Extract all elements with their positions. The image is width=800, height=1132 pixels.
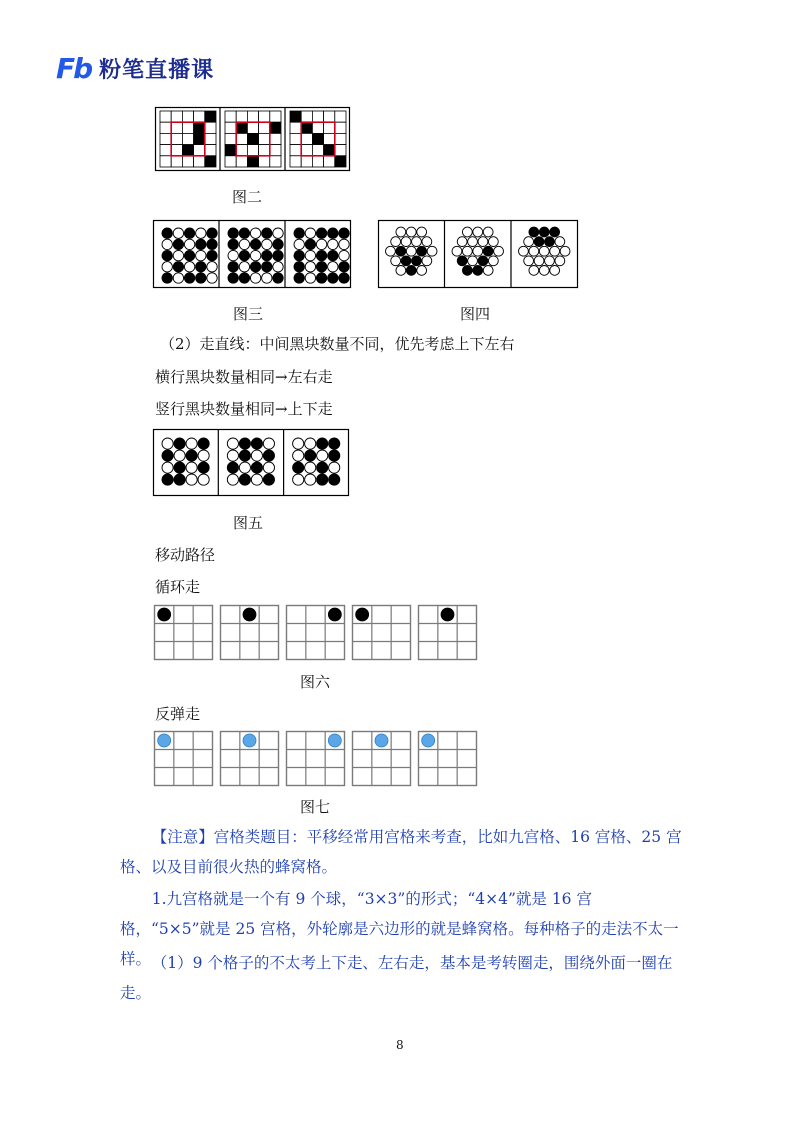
fig4-circle bbox=[494, 246, 504, 256]
fig2-cell bbox=[270, 133, 281, 144]
fig5-circle bbox=[227, 438, 238, 449]
brand-name: 粉笔直播课 bbox=[99, 58, 215, 83]
fig4-circle bbox=[473, 266, 483, 276]
fig3-circle bbox=[184, 262, 194, 272]
fig5-circle bbox=[174, 474, 185, 485]
rule-horizontal: 横行黑块数量相同→左右走 bbox=[155, 368, 333, 386]
fig5-circle bbox=[186, 462, 197, 473]
fig5-circle bbox=[293, 450, 304, 461]
fig3-circle bbox=[207, 228, 217, 238]
fig5-circle bbox=[251, 474, 262, 485]
fig3-circle bbox=[250, 250, 260, 260]
fig2-cell bbox=[247, 145, 258, 156]
fig2-cell bbox=[335, 133, 346, 144]
fig2-cell bbox=[160, 133, 171, 144]
fig2-cell bbox=[312, 156, 323, 167]
logo-mark: Fb bbox=[56, 52, 92, 85]
fig3-circle bbox=[162, 250, 172, 260]
fig4-circle bbox=[545, 237, 555, 247]
fig3-circle bbox=[207, 273, 217, 283]
fig3-circle bbox=[316, 262, 326, 272]
fig2-cell bbox=[259, 122, 270, 133]
fig3-circle bbox=[316, 239, 326, 249]
fig5-circle bbox=[186, 450, 197, 461]
fig3-circle bbox=[228, 262, 238, 272]
fig4-circle bbox=[462, 246, 472, 256]
fig2-cell bbox=[182, 111, 193, 122]
fig3-circle bbox=[207, 250, 217, 260]
fig3-circle bbox=[273, 273, 283, 283]
fig5-circle bbox=[329, 450, 340, 461]
path-title: 移动路径 bbox=[155, 546, 216, 564]
fig2-cell bbox=[205, 145, 216, 156]
fig3-circle bbox=[273, 228, 283, 238]
fig3-circle bbox=[305, 273, 315, 283]
fig3-circle bbox=[173, 228, 183, 238]
fig3-circle bbox=[294, 273, 304, 283]
fig4-circle bbox=[473, 246, 483, 256]
fig2-cell bbox=[335, 122, 346, 133]
fig3-circle bbox=[305, 262, 315, 272]
fig4-circle bbox=[468, 256, 478, 266]
fig5-circle bbox=[305, 450, 316, 461]
fig3-circle bbox=[294, 262, 304, 272]
fig2-cell bbox=[335, 111, 346, 122]
fig4-circle bbox=[457, 237, 467, 247]
cycle-label: 循环走 bbox=[155, 578, 201, 596]
fig2-cell bbox=[205, 133, 216, 144]
fig5-circle bbox=[162, 474, 173, 485]
fig5-circle bbox=[198, 462, 209, 473]
brand-logo bbox=[56, 52, 214, 85]
fig2-cell bbox=[270, 111, 281, 122]
fig3-circle bbox=[316, 273, 326, 283]
fig5-circle bbox=[263, 462, 274, 473]
fig2-cell bbox=[225, 122, 236, 133]
straight-heading: （2）走直线：中间黑块数量不同，优先考虑上下左右 bbox=[160, 335, 515, 353]
fig2-cell bbox=[301, 145, 312, 156]
fig4-circle bbox=[462, 266, 472, 276]
fig3-circle bbox=[162, 239, 172, 249]
fig4-circle bbox=[396, 246, 406, 256]
fig2-cell bbox=[194, 145, 205, 156]
fig2-cell bbox=[335, 145, 346, 156]
fig5-circle bbox=[239, 450, 250, 461]
fig2-cell bbox=[236, 156, 247, 167]
fig3-circle bbox=[228, 273, 238, 283]
fig2-cell bbox=[247, 133, 258, 144]
fig5-circle bbox=[317, 450, 328, 461]
fig4-circle bbox=[473, 227, 483, 237]
fig2-cell bbox=[160, 145, 171, 156]
fig2-cell bbox=[194, 156, 205, 167]
fig4-circle bbox=[550, 246, 560, 256]
fig4-circle bbox=[422, 237, 432, 247]
fig3-circle bbox=[239, 262, 249, 272]
fig3-circle bbox=[328, 239, 338, 249]
fig3-circle bbox=[339, 239, 349, 249]
fig3-circle bbox=[228, 239, 238, 249]
fig2-cell bbox=[171, 156, 182, 167]
fig2-cell bbox=[290, 156, 301, 167]
fig3-circle bbox=[305, 239, 315, 249]
fig4-circle bbox=[406, 246, 416, 256]
fig4-circle bbox=[519, 246, 529, 256]
figure-2-caption: 图二 bbox=[232, 188, 263, 206]
fig2-cell bbox=[312, 133, 323, 144]
fig4-circle bbox=[468, 237, 478, 247]
fig5-circle bbox=[317, 462, 328, 473]
fig5-circle bbox=[329, 462, 340, 473]
fig3-circle bbox=[196, 228, 206, 238]
fig3-circle bbox=[273, 250, 283, 260]
fig2-cell bbox=[205, 122, 216, 133]
fig2-cell bbox=[290, 145, 301, 156]
fig4-circle bbox=[406, 227, 416, 237]
fig3-circle bbox=[196, 250, 206, 260]
fig3-circle bbox=[239, 273, 249, 283]
fig4-circle bbox=[534, 256, 544, 266]
fig3-circle bbox=[273, 262, 283, 272]
fig5-circle bbox=[227, 462, 238, 473]
figure-6-caption: 图六 bbox=[300, 673, 331, 691]
fig4-circle bbox=[550, 266, 560, 276]
fig2-cell bbox=[236, 111, 247, 122]
fig3-circle bbox=[262, 273, 272, 283]
fig2-cell bbox=[182, 145, 193, 156]
fig3-circle bbox=[196, 239, 206, 249]
fig5-circle bbox=[293, 462, 304, 473]
fig5-circle bbox=[305, 438, 316, 449]
fig7-ball bbox=[328, 734, 341, 747]
fig2-cell bbox=[182, 133, 193, 144]
fig3-circle bbox=[316, 228, 326, 238]
fig2-cell bbox=[194, 111, 205, 122]
fig5-circle bbox=[227, 450, 238, 461]
fig5-circle bbox=[174, 450, 185, 461]
note-paragraph-1: 【注意】宫格类题目：平移经常用宫格来考查，比如九宫格、16 宫格、25 宫格、以及目前很火热的蜂窝格。 bbox=[120, 828, 682, 876]
fig3-circle bbox=[184, 239, 194, 249]
fig5-circle bbox=[263, 474, 274, 485]
figure-4 bbox=[378, 220, 578, 288]
fig4-circle bbox=[478, 237, 488, 247]
fig4-circle bbox=[412, 237, 422, 247]
fig2-cell bbox=[236, 122, 247, 133]
fig4-circle bbox=[483, 266, 493, 276]
fig6-ball bbox=[328, 608, 341, 621]
fig4-circle bbox=[417, 266, 427, 276]
fig5-circle bbox=[162, 462, 173, 473]
fig3-circle bbox=[162, 262, 172, 272]
fig3-circle bbox=[196, 273, 206, 283]
fig3-circle bbox=[184, 228, 194, 238]
page-number: 8 bbox=[396, 1038, 404, 1052]
fig5-circle bbox=[239, 474, 250, 485]
fig2-cell bbox=[171, 122, 182, 133]
fig2-cell bbox=[301, 122, 312, 133]
fig5-circle bbox=[305, 474, 316, 485]
note-paragraph-2: 1.九宫格就是一个有 9 个球，“3×3”的形式；“4×4”就是 16 宫格，“5×5”就是 25 宫格，外轮廓是六边形的就是蜂窝格。每种格子的走法不太一样。 bbox=[120, 890, 679, 968]
fig2-cell bbox=[301, 156, 312, 167]
fig4-circle bbox=[524, 237, 534, 247]
fig3-circle bbox=[250, 262, 260, 272]
fig2-cell bbox=[324, 133, 335, 144]
fig4-circle bbox=[529, 266, 539, 276]
fig3-circle bbox=[228, 250, 238, 260]
fig3-circle bbox=[173, 239, 183, 249]
fig5-circle bbox=[317, 474, 328, 485]
fig2-cell bbox=[225, 111, 236, 122]
fig2-cell bbox=[259, 133, 270, 144]
fig7-ball bbox=[158, 734, 171, 747]
fig3-circle bbox=[294, 228, 304, 238]
fig2-cell bbox=[270, 145, 281, 156]
fig3-circle bbox=[262, 228, 272, 238]
fig4-circle bbox=[386, 246, 396, 256]
fig4-circle bbox=[401, 256, 411, 266]
fig3-circle bbox=[339, 228, 349, 238]
fig4-circle bbox=[391, 237, 401, 247]
fig2-cell bbox=[182, 122, 193, 133]
note-paragraph-3: （1）9 个格子的不太考上下走、左右走，基本是考转圈走，围绕外面一圈在走。 bbox=[120, 954, 673, 1002]
fig2-cell bbox=[301, 133, 312, 144]
fig4-circle bbox=[462, 227, 472, 237]
fig4-circle bbox=[534, 237, 544, 247]
fig3-circle bbox=[250, 273, 260, 283]
fig5-circle bbox=[263, 450, 274, 461]
fig3-circle bbox=[294, 250, 304, 260]
fig2-cell bbox=[247, 156, 258, 167]
fig5-circle bbox=[162, 438, 173, 449]
fig4-circle bbox=[560, 246, 570, 256]
fig3-circle bbox=[328, 273, 338, 283]
fig4-circle bbox=[391, 256, 401, 266]
fig4-circle bbox=[539, 246, 549, 256]
fig3-circle bbox=[339, 250, 349, 260]
fig2-cell bbox=[194, 133, 205, 144]
fig4-circle bbox=[417, 227, 427, 237]
fig2-cell bbox=[205, 156, 216, 167]
fig2-cell bbox=[236, 133, 247, 144]
fig2-cell bbox=[182, 156, 193, 167]
fig5-circle bbox=[239, 438, 250, 449]
fig2-cell bbox=[335, 156, 346, 167]
fig2-cell bbox=[171, 111, 182, 122]
fig3-circle bbox=[339, 273, 349, 283]
fig7-ball bbox=[243, 734, 256, 747]
fig3-circle bbox=[262, 250, 272, 260]
fig3-circle bbox=[239, 250, 249, 260]
fig4-circle bbox=[488, 237, 498, 247]
fig2-cell bbox=[270, 156, 281, 167]
fig4-circle bbox=[488, 256, 498, 266]
fig5-circle bbox=[198, 450, 209, 461]
fig2-cell bbox=[225, 133, 236, 144]
fig7-ball bbox=[422, 734, 435, 747]
fig2-cell bbox=[324, 122, 335, 133]
fig4-circle bbox=[529, 246, 539, 256]
fig4-circle bbox=[396, 266, 406, 276]
fig4-circle bbox=[539, 266, 549, 276]
fig5-circle bbox=[263, 438, 274, 449]
fig5-circle bbox=[317, 438, 328, 449]
fig6-ball bbox=[243, 608, 256, 621]
figure-5-caption: 图五 bbox=[233, 514, 264, 532]
fig4-circle bbox=[524, 256, 534, 266]
fig3-circle bbox=[239, 228, 249, 238]
bounce-label: 反弹走 bbox=[155, 705, 201, 723]
fig5-circle bbox=[162, 450, 173, 461]
fig4-circle bbox=[457, 256, 467, 266]
fig5-circle bbox=[329, 474, 340, 485]
fig3-circle bbox=[250, 239, 260, 249]
fig5-circle bbox=[293, 438, 304, 449]
figure-2 bbox=[155, 107, 350, 171]
fig5-circle bbox=[198, 474, 209, 485]
fig4-circle bbox=[529, 227, 539, 237]
fig2-cell bbox=[160, 156, 171, 167]
figure-3-caption: 图三 bbox=[233, 305, 264, 323]
fig4-circle bbox=[550, 227, 560, 237]
fig3-circle bbox=[328, 262, 338, 272]
fig2-cell bbox=[160, 122, 171, 133]
fig4-circle bbox=[483, 227, 493, 237]
fig3-circle bbox=[207, 262, 217, 272]
fig2-cell bbox=[290, 122, 301, 133]
fig2-cell bbox=[290, 133, 301, 144]
fig3-circle bbox=[184, 250, 194, 260]
fig2-cell bbox=[247, 111, 258, 122]
fig2-cell bbox=[259, 111, 270, 122]
fig4-circle bbox=[452, 246, 462, 256]
fig4-circle bbox=[478, 256, 488, 266]
fig3-circle bbox=[328, 228, 338, 238]
fig3-circle bbox=[305, 228, 315, 238]
fig2-cell bbox=[324, 111, 335, 122]
fig3-circle bbox=[273, 239, 283, 249]
fig5-circle bbox=[198, 438, 209, 449]
fig3-circle bbox=[305, 250, 315, 260]
fig2-cell bbox=[259, 156, 270, 167]
fig5-circle bbox=[251, 450, 262, 461]
fig3-circle bbox=[262, 239, 272, 249]
fig3-circle bbox=[294, 239, 304, 249]
fig3-circle bbox=[328, 250, 338, 260]
fig6-ball bbox=[356, 608, 369, 621]
fig2-cell bbox=[324, 145, 335, 156]
figure-4-caption: 图四 bbox=[460, 305, 491, 323]
fig5-circle bbox=[251, 438, 262, 449]
figure-7-caption: 图七 bbox=[300, 798, 331, 816]
fig2-cell bbox=[290, 111, 301, 122]
fig3-circle bbox=[173, 273, 183, 283]
fig4-circle bbox=[412, 256, 422, 266]
fig5-circle bbox=[186, 438, 197, 449]
fig3-circle bbox=[173, 250, 183, 260]
fig2-cell bbox=[225, 156, 236, 167]
fig3-circle bbox=[207, 239, 217, 249]
fig3-circle bbox=[173, 262, 183, 272]
figure-7 bbox=[154, 731, 479, 787]
fig2-cell bbox=[194, 122, 205, 133]
fig3-circle bbox=[162, 273, 172, 283]
fig2-cell bbox=[259, 145, 270, 156]
fig7-ball bbox=[375, 734, 388, 747]
figure-5 bbox=[153, 429, 349, 496]
fig6-ball bbox=[158, 608, 171, 621]
fig3-circle bbox=[196, 262, 206, 272]
fig3-circle bbox=[239, 239, 249, 249]
fig5-circle bbox=[174, 462, 185, 473]
fig2-cell bbox=[205, 111, 216, 122]
fig4-circle bbox=[483, 246, 493, 256]
fig5-circle bbox=[305, 462, 316, 473]
fig5-circle bbox=[239, 462, 250, 473]
figure-6 bbox=[154, 605, 479, 661]
fig2-cell bbox=[301, 111, 312, 122]
fig3-circle bbox=[184, 273, 194, 283]
fig2-cell bbox=[312, 122, 323, 133]
fig5-circle bbox=[174, 438, 185, 449]
fig4-circle bbox=[427, 246, 437, 256]
fig3-circle bbox=[250, 228, 260, 238]
fig2-cell bbox=[247, 122, 258, 133]
fig2-cell bbox=[236, 145, 247, 156]
fig5-circle bbox=[251, 462, 262, 473]
fig2-cell bbox=[225, 145, 236, 156]
fig2-cell bbox=[171, 133, 182, 144]
fig4-circle bbox=[422, 256, 432, 266]
fig4-circle bbox=[539, 227, 549, 237]
fig2-cell bbox=[312, 145, 323, 156]
fig4-circle bbox=[545, 256, 555, 266]
fig5-circle bbox=[329, 438, 340, 449]
fig2-cell bbox=[312, 111, 323, 122]
fig3-circle bbox=[339, 262, 349, 272]
figure-3 bbox=[153, 220, 351, 288]
fig4-circle bbox=[555, 256, 565, 266]
fig5-circle bbox=[186, 474, 197, 485]
fig2-cell bbox=[171, 145, 182, 156]
fig2-cell bbox=[270, 122, 281, 133]
fig4-circle bbox=[406, 266, 416, 276]
fig4-circle bbox=[401, 237, 411, 247]
fig2-cell bbox=[324, 156, 335, 167]
fig3-circle bbox=[162, 228, 172, 238]
fig4-circle bbox=[417, 246, 427, 256]
fig6-ball bbox=[441, 608, 454, 621]
rule-vertical: 竖行黑块数量相同→上下走 bbox=[155, 400, 333, 418]
fig4-circle bbox=[555, 237, 565, 247]
fig2-cell bbox=[160, 111, 171, 122]
fig3-circle bbox=[262, 262, 272, 272]
fig3-circle bbox=[316, 250, 326, 260]
fig3-circle bbox=[228, 228, 238, 238]
fig4-circle bbox=[396, 227, 406, 237]
fig5-circle bbox=[293, 474, 304, 485]
fig5-circle bbox=[227, 474, 238, 485]
